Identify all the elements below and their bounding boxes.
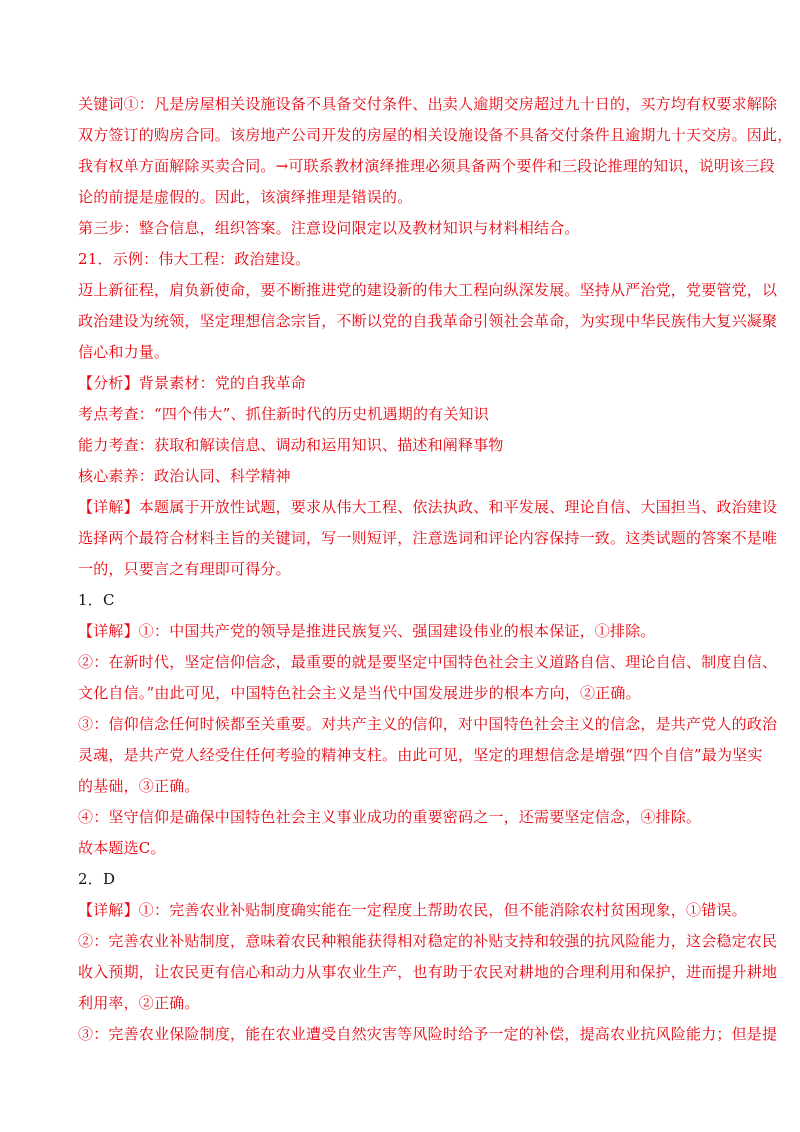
text-line: 核心素养：政治认同、科学精神: [78, 467, 291, 485]
text-line: 文化自信。”由此可见，中国特色社会主义是当代中国发展进步的根本方向，②正确。: [78, 684, 641, 702]
question-number: 2．D: [78, 870, 116, 888]
text-line: 信心和力量。: [78, 343, 170, 361]
text-line: 21．示例：伟大工程：政治建设。: [78, 250, 311, 268]
text-line: ②：完善农业补贴制度，意味着农民种粮能获得相对稳定的补贴支持和较强的抗风险能力，这会稳定农民: [78, 932, 778, 950]
text-line: 【分析】背景素材：党的自我革命: [78, 374, 307, 392]
text-line: 考点考查：“四个伟大”、抓住新时代的历史机遇期的有关知识: [78, 405, 489, 423]
text-line: 【详解】①：完善农业补贴制度确实能在一定程度上帮助农民，但不能消除农村贫困现象，①错误。: [78, 901, 747, 919]
text-line: 选择两个最符合材料主旨的关键词，写一则短评，注意选词和评论内容保持一致。这类试题的答案不是唯: [78, 529, 778, 547]
text-line: 故本题选C。: [78, 839, 166, 857]
text-line: ③：完善农业保险制度，能在农业遭受自然灾害等风险时给予一定的补偿，提高农业抗风险能力；但是提: [78, 1025, 778, 1043]
text-line: 【详解】①：中国共产党的领导是推进民族复兴、强国建设伟业的根本保证，①排除。: [78, 622, 656, 640]
text-line: 一的，只要言之有理即可得分。: [78, 560, 291, 578]
text-line: 双方签订的购房合同。该房地产公司开发的房屋的相关设施设备不具备交付条件且逾期九十天交房。因此，: [78, 126, 793, 144]
text-line: 第三步：整合信息，组织答案。注意设问限定以及教材知识与材料相结合。: [78, 219, 580, 237]
text-line: ④：坚守信仰是确保中国特色社会主义事业成功的重要密码之一，还需要坚定信念，④排除。: [78, 808, 702, 826]
text-line: 利用率，②正确。: [78, 994, 200, 1012]
text-line: 我有权单方面解除买卖合同。→可联系教材演绎推理必须具备两个要件和三段论推理的知识，说明该三段: [78, 157, 775, 175]
question-number: 1．C: [78, 591, 115, 609]
text-line: 关键词①：凡是房屋相关设施设备不具备交付条件、出卖人逾期交房超过九十日的，买方均有权要求解除: [78, 95, 778, 113]
text-line: 灵魂，是共产党人经受住任何考验的精神支柱。由此可见，坚定的理想信念是增强“四个自信”最为坚实: [78, 746, 763, 764]
text-line: 的基础，③正确。: [78, 777, 200, 795]
text-line: 论的前提是虚假的。因此，该演绎推理是错误的。: [78, 188, 413, 206]
text-line: 能力考查：获取和解读信息、调动和运用知识、描述和阐释事物: [78, 436, 504, 454]
text-line: 迈上新征程，肩负新使命，要不断推进党的建设新的伟大工程向纵深发展。坚持从严治党，党要管党，以: [78, 281, 778, 299]
text-line: 收入预期，让农民更有信心和动力从事农业生产，也有助于农民对耕地的合理利用和保护，进而提升耕地: [78, 963, 778, 981]
text-line: ③：信仰信念任何时候都至关重要。对共产主义的信仰，对中国特色社会主义的信念，是共产党人的政治: [78, 715, 778, 733]
text-line: 【详解】本题属于开放性试题，要求从伟大工程、依法执政、和平发展、理论自信、大国担当、政治建设: [78, 498, 778, 516]
text-line: ②：在新时代，坚定信仰信念，最重要的就是要坚定中国特色社会主义道路自信、理论自信、制度自信、: [78, 653, 778, 671]
text-line: 政治建设为统领，坚定理想信念宗旨，不断以党的自我革命引领社会革命，为实现中华民族伟大复兴凝聚: [78, 312, 778, 330]
